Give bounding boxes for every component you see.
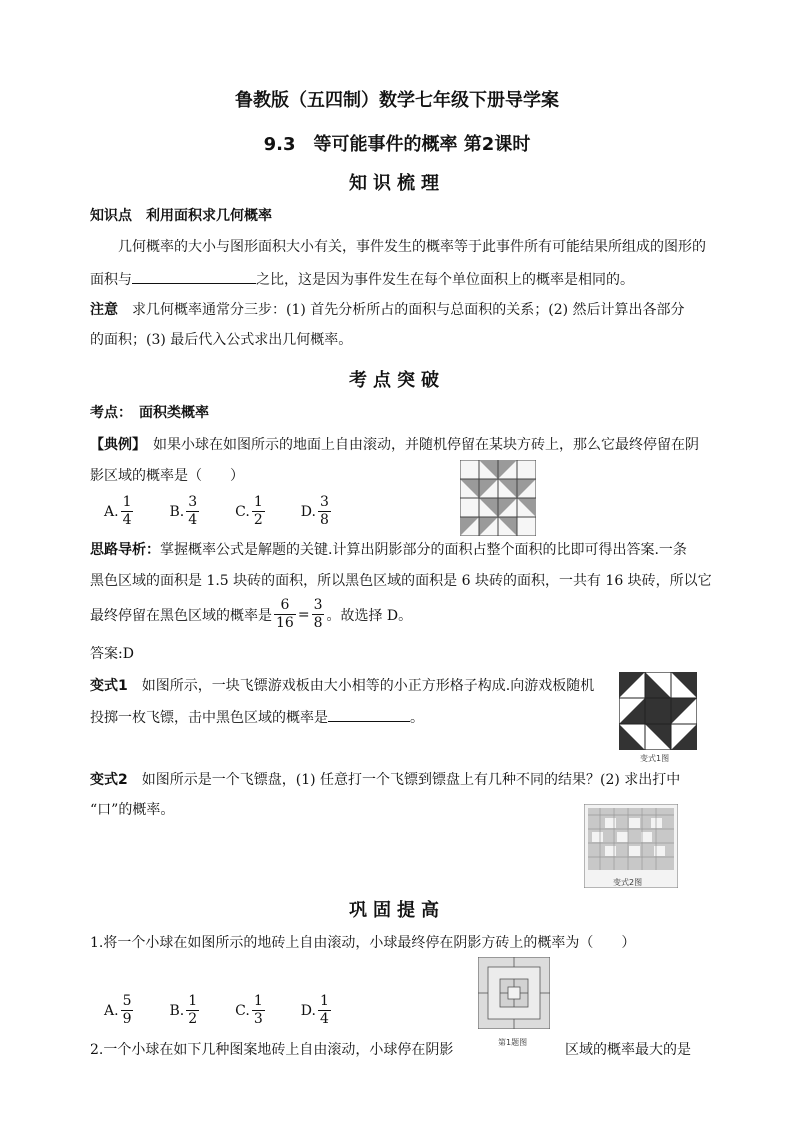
knowledge-para-line2-start: 面积与 <box>90 272 132 288</box>
variant2-line2: “口”的概率。 <box>90 802 175 818</box>
example-text-1: 如果小球在如图所示的地面上自由滚动，并随机停留在某块方砖上，那么它最终停留在阴 <box>153 437 699 453</box>
knowledge-para-line2 <box>90 265 634 293</box>
variant2-caption: 变式2图 <box>613 878 643 887</box>
option-b[interactable]: B. $\frac{3}{4}$ <box>169 494 198 528</box>
note-text-1: 求几何概率通常分三步：(1) 首先分析所占的面积与总面积的关系；(2) 然后计算出各部分 <box>132 302 685 318</box>
option-a[interactable]: A. $\frac{1}{4}$ <box>104 494 132 528</box>
variant2-label: 变式2 <box>90 772 128 788</box>
analysis-text-1: 掌握概率公式是解题的关键.计算出阴影部分的面积占整个面积的比即可得出答案.一条 <box>160 542 687 558</box>
analysis-fraction-1: $\frac{6}{16}$ <box>276 597 294 631</box>
analysis-equals: = <box>297 606 310 623</box>
question1-options <box>104 993 333 1028</box>
variant1-label: 变式1 <box>90 678 128 694</box>
fill-blank-2[interactable] <box>328 703 410 722</box>
q1-option-b[interactable]: B. $\frac{1}{2}$ <box>169 993 198 1027</box>
example-line2: 影区域的概率是（ ） <box>90 468 244 484</box>
variant1-line1 <box>90 673 594 699</box>
variant2-grid-figure <box>584 804 678 888</box>
note-line1 <box>90 297 685 323</box>
section-heading-knowledge: 知识梳理 <box>349 173 445 194</box>
note-label: 注意 <box>90 302 118 318</box>
analysis-text-3b: 。故选择 D。 <box>326 607 413 624</box>
analysis-line1 <box>90 537 687 563</box>
q1-option-c[interactable]: C. $\frac{1}{3}$ <box>235 993 263 1027</box>
example-line1 <box>90 432 699 458</box>
note-line2: 的面积；(3) 最后代入公式求出几何概率。 <box>90 332 353 348</box>
knowledge-para-line1: 几何概率的大小与图形面积大小有关，事件发生的概率等于此事件所有可能结果所组成的图形的 <box>118 239 706 255</box>
analysis-label: 思路导析： <box>90 542 160 558</box>
question1-caption: 第1题图 <box>498 1038 528 1047</box>
analysis-text-3a: 最终停留在黑色区域的概率是 <box>90 607 272 624</box>
analysis-fraction-2: $\frac{3}{8}$ <box>313 597 323 631</box>
example-options <box>104 494 333 529</box>
variant1-text-2b: 。 <box>410 710 424 726</box>
question2-text-a: 2.一个小球在如下几种图案地砖上自由滚动，小球停在阴影 <box>90 1042 454 1058</box>
option-d[interactable]: D. $\frac{3}{8}$ <box>300 494 329 528</box>
analysis-line2: 黑色区域的面积是 1.5 块砖的面积，所以黑色区域的面积是 6 块砖的面积，一共有 16 块砖，所以它 <box>90 573 712 589</box>
option-c[interactable]: C. $\frac{1}{2}$ <box>235 494 263 528</box>
example-label: 【典例】 <box>90 437 139 453</box>
q1-option-d[interactable]: D. $\frac{1}{4}$ <box>300 993 329 1027</box>
fill-blank-1[interactable] <box>132 265 256 284</box>
section-heading-consolidate: 巩固提高 <box>349 900 445 921</box>
question1-text: 1.将一个小球在如图所示的地砖上自由滚动，小球最终停在阴影方砖上的概率为（ ） <box>90 935 636 951</box>
breakthrough-point-label: 考点： 面积类概率 <box>90 405 209 421</box>
variant1-dartboard-figure <box>619 672 697 750</box>
variant1-text-2a: 投掷一枚飞镖，击中黑色区域的概率是 <box>90 710 328 726</box>
variant2-line1 <box>90 767 680 793</box>
section-heading-breakthrough: 考点突破 <box>349 370 445 391</box>
knowledge-para-line2-end: 之比，这是因为事件发生在每个单位面积上的概率是相同的。 <box>256 272 634 288</box>
page-title: 鲁教版（五四制）数学七年级下册导学案 <box>235 90 559 111</box>
variant2-text-1: 如图所示是一个飞镖盘，(1) 任意打一个飞镖到镖盘上有几种不同的结果？(2) 求出打中 <box>141 772 681 788</box>
question2-text-b: 区域的概率最大的是 <box>565 1042 691 1058</box>
q1-option-a[interactable]: A. $\frac{5}{9}$ <box>104 993 132 1027</box>
variant1-text-1: 如图所示，一块飞镖游戏板由大小相等的小正方形格子构成.向游戏板随机 <box>141 678 595 694</box>
example-tile-figure <box>460 460 536 536</box>
question1-tile-figure <box>478 957 550 1029</box>
lesson-subtitle: 9.3 等可能事件的概率 第2课时 <box>263 134 531 155</box>
answer-text: 答案:D <box>90 646 134 662</box>
variant1-line2 <box>90 703 424 731</box>
analysis-line3 <box>90 597 412 632</box>
knowledge-point-label: 知识点 利用面积求几何概率 <box>90 208 272 224</box>
variant1-caption: 变式1图 <box>640 754 670 763</box>
